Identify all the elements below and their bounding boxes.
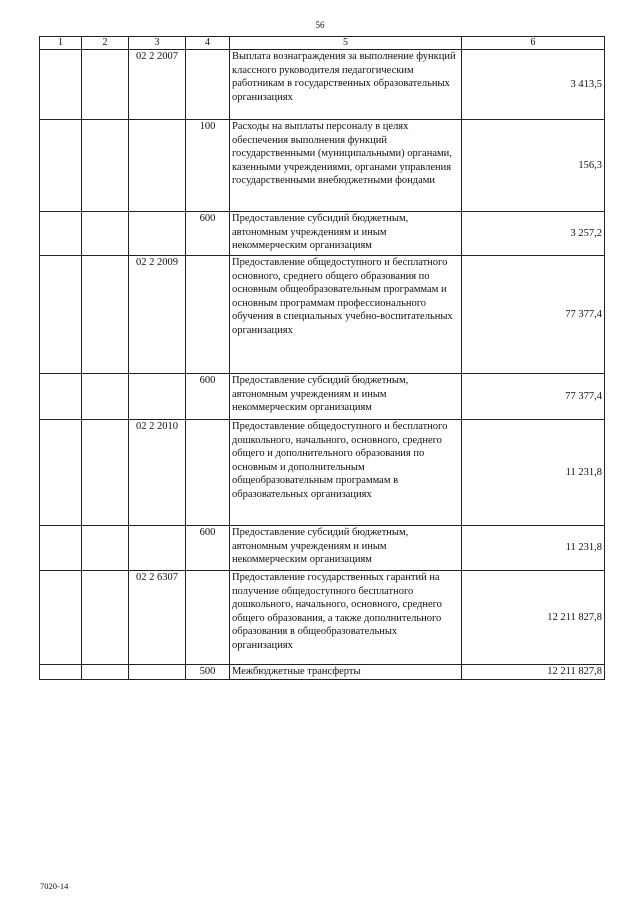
row-description: Предоставление государственных гарантий на получение общедоступного бесплатного дошкольного, начального, основного, среднего общего образования, а также дополнительного образования в общеобразовательных организациях [230,571,462,665]
row-amount: 3 413,5 [462,50,605,120]
target-article-code: 02 2 2009 [129,256,186,374]
cell-col-1 [40,256,82,374]
row-amount: 77 377,4 [462,256,605,374]
expense-type-code [186,571,230,665]
target-article-code [129,212,186,256]
page-number: 56 [315,20,325,30]
row-description: Выплата вознаграждения за выполнение функций классного руководителя педагогическим работникам в государственных образовательных организациях [230,50,462,120]
cell-col-1 [40,420,82,526]
table-row [40,665,605,680]
cell-col-2 [82,120,129,212]
row-amount: 156,3 [462,120,605,212]
cell-col-2 [82,256,129,374]
header-col-2: 2 [82,37,129,50]
target-article-code: 02 2 6307 [129,571,186,665]
cell-col-2 [82,526,129,571]
table-header-row [40,37,605,50]
row-description: Предоставление общедоступного и бесплатного дошкольного, начального, основного, среднего общего и дополнительного образования по основным и дополнительным общеобразовательным программам в образовательных организациях [230,420,462,526]
target-article-code [129,526,186,571]
header-col-6: 6 [462,37,605,50]
cell-col-1 [40,374,82,420]
target-article-code [129,120,186,212]
row-amount: 12 211 827,8 [462,665,605,680]
table-row [40,212,605,256]
cell-col-1 [40,526,82,571]
expense-type-code: 600 [186,374,230,420]
expense-type-code [186,50,230,120]
header-col-1: 1 [40,37,82,50]
target-article-code: 02 2 2010 [129,420,186,526]
cell-col-2 [82,50,129,120]
table-row [40,120,605,212]
table-row [40,256,605,374]
row-description: Предоставление субсидий бюджетным, автономным учреждениям и иным некоммерческим организациям [230,526,462,571]
document-footer-code: 7020-14 [40,881,69,891]
header-col-3: 3 [129,37,186,50]
header-col-4: 4 [186,37,230,50]
row-amount: 3 257,2 [462,212,605,256]
target-article-code [129,374,186,420]
row-amount: 77 377,4 [462,374,605,420]
cell-col-1 [40,50,82,120]
table-row [40,571,605,665]
cell-col-2 [82,665,129,680]
expense-type-code: 600 [186,526,230,571]
expense-type-code: 600 [186,212,230,256]
row-amount: 12 211 827,8 [462,571,605,665]
cell-col-2 [82,571,129,665]
row-description: Предоставление общедоступного и бесплатного основного, среднего общего образования по основным общеобразовательным программам и основным программам профессионального обучения в специальных учебно-воспитательных организациях [230,256,462,374]
expense-type-code [186,256,230,374]
row-description: Межбюджетные трансферты [230,665,462,680]
row-amount: 11 231,8 [462,526,605,571]
cell-col-1 [40,120,82,212]
row-description: Предоставление субсидий бюджетным, автономным учреждениям и иным некоммерческим организациям [230,374,462,420]
target-article-code: 02 2 2007 [129,50,186,120]
expense-type-code: 500 [186,665,230,680]
cell-col-2 [82,212,129,256]
table-row [40,374,605,420]
cell-col-2 [82,420,129,526]
header-col-5: 5 [230,37,462,50]
row-description: Расходы на выплаты персоналу в целях обеспечения выполнения функций государственными (муниципальными) органами, казенными учреждениями, органами управления государственными внебюджетными фондами [230,120,462,212]
expense-type-code [186,420,230,526]
row-amount: 11 231,8 [462,420,605,526]
table-row [40,420,605,526]
cell-col-1 [40,212,82,256]
expense-type-code: 100 [186,120,230,212]
target-article-code [129,665,186,680]
cell-col-1 [40,571,82,665]
table-row [40,526,605,571]
row-description: Предоставление субсидий бюджетным, автономным учреждениям и иным некоммерческим организациям [230,212,462,256]
table-row [40,50,605,120]
cell-col-2 [82,374,129,420]
budget-table [39,36,605,680]
cell-col-1 [40,665,82,680]
